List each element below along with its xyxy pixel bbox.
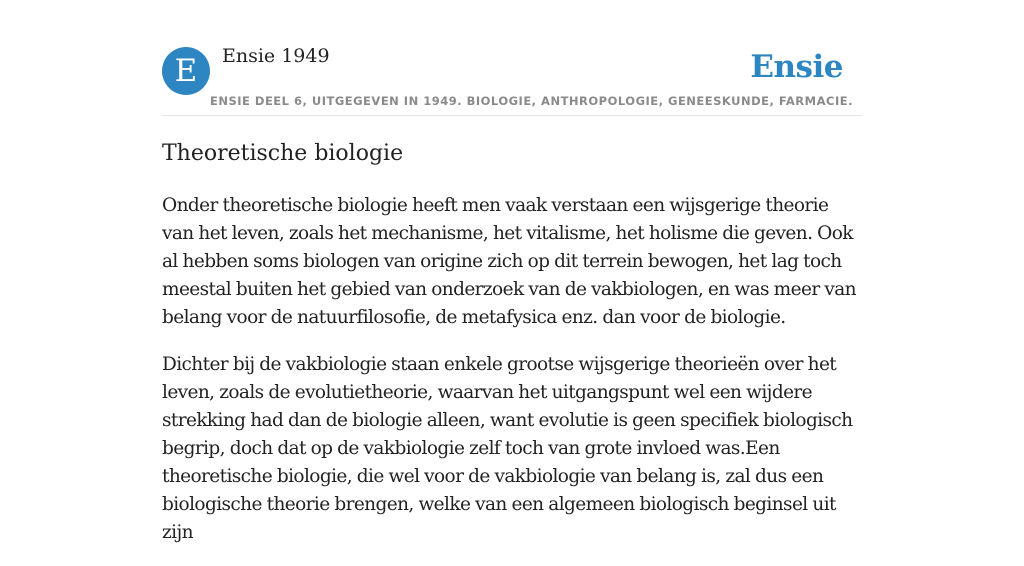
article-paragraph: Dichter bij de vakbiologie staan enkele grootse wijsgerige theorieën over het leven, zoals de evolutietheorie, waarvan het uitgangspunt wel een wijdere strekking had dan de biologie alleen, want evolutie is geen specifiek biologisch begrip, doch dat op de vakbiologie zelf toch van grote invloed was.Een theoretische biologie, die wel voor de vakbiologie van belang is, zal dus een biologische theorie brengen, welke van een algemeen biologisch beginsel uit zijn [162,354,853,543]
ensie-logo-icon[interactable]: E [162,47,210,95]
source-title[interactable]: Ensie 1949 [222,45,330,67]
source-subtitle: ENSIE DEEL 6, UITGEGEVEN IN 1949. BIOLOGIE, ANTHROPOLOGIE, GENEESKUNDE, FARMACIE. [210,94,853,108]
article-title: Theoretische biologie [162,141,404,166]
article-paragraph: Onder theoretische biologie heeft men vaak verstaan een wijsgerige theorie van het leven, zoals het mechanisme, het vitalisme, het holisme die geven. Ook al hebben soms biologen van origine zich op dit terrein bewogen, het lag toch meestal buiten het gebied van onderzoek van de vakbiologen, en was meer van belang voor de natuurfilosofie, de metafysica enz. dan voor de biologie. [162,195,856,328]
site-header [162,0,862,116]
article [162,138,862,566]
brand-logo[interactable]: Ensie [750,49,843,85]
